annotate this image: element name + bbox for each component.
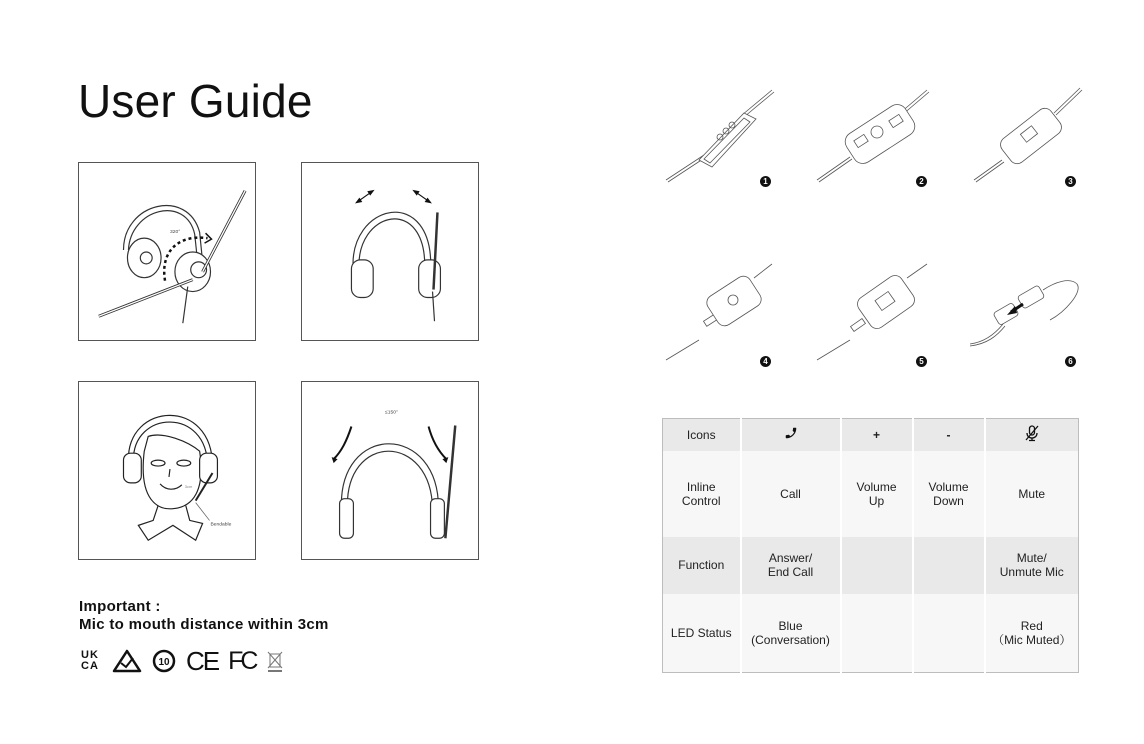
cell-led-red: Red （Mic Muted） [985, 594, 1079, 673]
row-header: Inline Control [663, 451, 741, 537]
table-row-function [663, 537, 1079, 594]
ukca-mark [78, 650, 102, 672]
row-header: LED Status [663, 594, 741, 673]
controller-number: 6 [1065, 356, 1076, 367]
illustration-headband-flex [301, 381, 479, 560]
weee-bin-icon [265, 649, 285, 673]
cell-mute: Mute [985, 451, 1079, 537]
controls-table [662, 418, 1079, 673]
controller-1-illustration [664, 85, 784, 185]
headset-rotation-illustration [79, 163, 255, 340]
important-text: Mic to mouth distance within 3cm [79, 616, 329, 633]
controller-3-illustration [972, 85, 1092, 185]
phone-icon [741, 419, 841, 451]
important-note [79, 598, 329, 634]
controller-number: 3 [1065, 176, 1076, 187]
rotation-label: 320° [169, 230, 181, 236]
cell-led-blue: Blue (Conversation) [741, 594, 841, 673]
controller-number: 4 [760, 356, 771, 367]
important-heading: Important : [79, 598, 161, 615]
volume-up-icon: + [841, 419, 913, 451]
cell-answer-end: Answer/ End Call [741, 537, 841, 594]
page-title: User Guide [78, 75, 313, 127]
cell-call: Call [741, 451, 841, 537]
headband-adjust-illustration [302, 163, 478, 340]
efup-10-icon [152, 649, 176, 673]
ukca-line1: UK [81, 649, 99, 661]
ukca-line2: CA [81, 660, 99, 672]
illustration-mic-rotation [78, 162, 256, 341]
cell-empty [841, 537, 913, 594]
row-header: Function [663, 537, 741, 594]
flex-angle-label: ≤150° [385, 410, 398, 416]
cell-empty [841, 594, 913, 673]
cell-empty [913, 537, 985, 594]
cell-empty [913, 594, 985, 673]
face-with-headset-illustration [79, 382, 255, 559]
distance-label: 3cm [184, 483, 193, 489]
bendable-label: Bendable [210, 522, 232, 528]
mic-mute-icon [985, 419, 1079, 451]
table-row-inline-control [663, 451, 1079, 537]
table-row-led-status [663, 594, 1079, 673]
cell-mute-unmute: Mute/ Unmute Mic [985, 537, 1079, 594]
headband-flex-illustration [302, 382, 478, 559]
svg-text:10: 10 [158, 657, 170, 668]
ce-mark: CE [186, 645, 219, 676]
cell-volume-down: Volume Down [913, 451, 985, 537]
controller-2-illustration [815, 85, 935, 185]
controller-5-illustration [815, 262, 935, 366]
table-row-icons [663, 419, 1079, 451]
cell-volume-up: Volume Up [841, 451, 913, 537]
illustration-headband-adjust [301, 162, 479, 341]
fcc-mark: FC [228, 646, 256, 675]
controller-number: 1 [760, 176, 771, 187]
rcm-icon [112, 649, 142, 673]
controller-number: 5 [916, 356, 927, 367]
illustration-mic-distance [78, 381, 256, 560]
volume-down-icon: - [913, 419, 985, 451]
certification-marks [78, 646, 285, 676]
controller-6-illustration [965, 262, 1085, 366]
row-header: Icons [663, 419, 741, 451]
controller-4-illustration [664, 262, 784, 366]
controller-number: 2 [916, 176, 927, 187]
